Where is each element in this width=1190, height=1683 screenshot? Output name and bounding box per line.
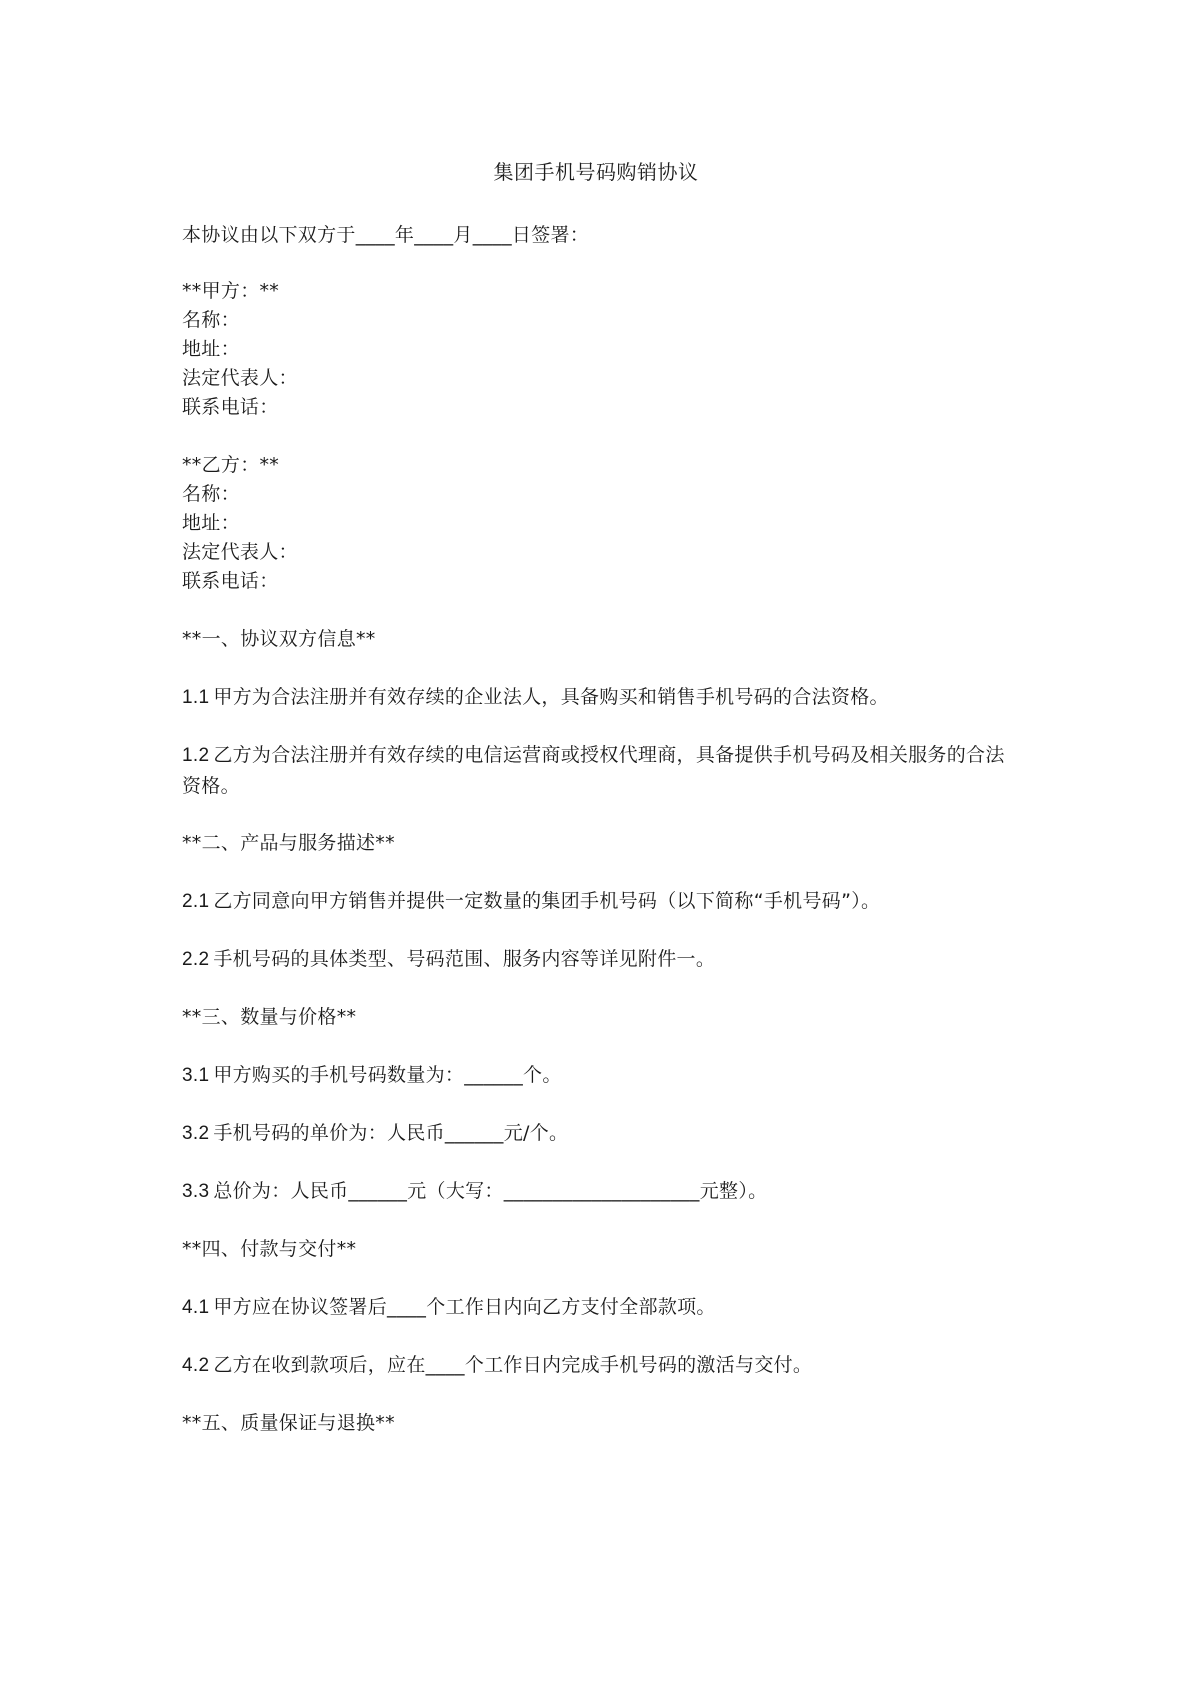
party-a-name: 名称： <box>182 309 240 331</box>
party-a-address: 地址： <box>182 338 240 360</box>
clause-text: 手机号码的具体类型、号码范围、服务内容等详见附件一。 <box>213 948 716 970</box>
document-title: 集团手机号码购销协议 <box>493 160 699 184</box>
clause-1-1 <box>182 682 1022 713</box>
party-a-rep: 法定代表人： <box>182 367 298 389</box>
clause-number: 4.2 <box>182 1355 210 1376</box>
clause-text: 乙方在收到款项后，应在____个工作日内完成手机号码的激活与交付。 <box>213 1354 813 1376</box>
clause-3-3 <box>182 1176 1022 1207</box>
clause-number: 3.1 <box>182 1065 210 1086</box>
clause-1-2 <box>182 740 1022 802</box>
section2-heading: **二、产品与服务描述** <box>182 832 395 854</box>
clause-4-2 <box>182 1350 1022 1381</box>
clause-number: 2.2 <box>182 949 210 970</box>
clause-text: 甲方应在协议签署后____个工作日内向乙方支付全部款项。 <box>213 1296 716 1318</box>
clause-number: 3.2 <box>182 1123 210 1144</box>
clause-3-1 <box>182 1060 1022 1091</box>
party-a-phone: 联系电话： <box>182 396 279 418</box>
party-b-phone: 联系电话： <box>182 570 279 592</box>
clause-number: 2.1 <box>182 891 210 912</box>
party-b-heading: **乙方：** <box>182 454 280 476</box>
section1-heading: **一、协议双方信息** <box>182 628 376 650</box>
clause-2-1 <box>182 886 1022 917</box>
clause-number: 3.3 <box>182 1181 210 1202</box>
party-b-name: 名称： <box>182 483 240 505</box>
clause-text: 乙方同意向甲方销售并提供一定数量的集团手机号码（以下简称“手机号码”）。 <box>213 890 881 912</box>
clause-number: 4.1 <box>182 1297 210 1318</box>
clause-4-1 <box>182 1292 1022 1323</box>
clause-text: 手机号码的单价为：人民币______元/个。 <box>213 1122 569 1144</box>
clause-number: 1.2 <box>182 745 210 766</box>
section3-heading: **三、数量与价格** <box>182 1006 357 1028</box>
section4-heading: **四、付款与交付** <box>182 1238 357 1260</box>
party-a-heading: **甲方：** <box>182 280 280 302</box>
document-page <box>182 0 1022 1683</box>
clause-2-2 <box>182 944 1022 975</box>
section5-heading: **五、质量保证与退换** <box>182 1412 395 1434</box>
clause-text: 甲方为合法注册并有效存续的企业法人，具备购买和销售手机号码的合法资格。 <box>213 686 889 708</box>
clause-text: 乙方为合法注册并有效存续的电信运营商或授权代理商，具备提供手机号码及相关服务的合法资格。 <box>182 744 1005 797</box>
clause-text: 总价为：人民币______元（大写：____________________元整）。 <box>213 1180 768 1202</box>
party-b-rep: 法定代表人： <box>182 541 298 563</box>
intro-line: 本协议由以下双方于____年____月____日签署： <box>182 224 590 246</box>
clause-3-2 <box>182 1118 1022 1149</box>
clause-text: 甲方购买的手机号码数量为：______个。 <box>213 1064 562 1086</box>
clause-number: 1.1 <box>182 687 210 708</box>
party-b-address: 地址： <box>182 512 240 534</box>
